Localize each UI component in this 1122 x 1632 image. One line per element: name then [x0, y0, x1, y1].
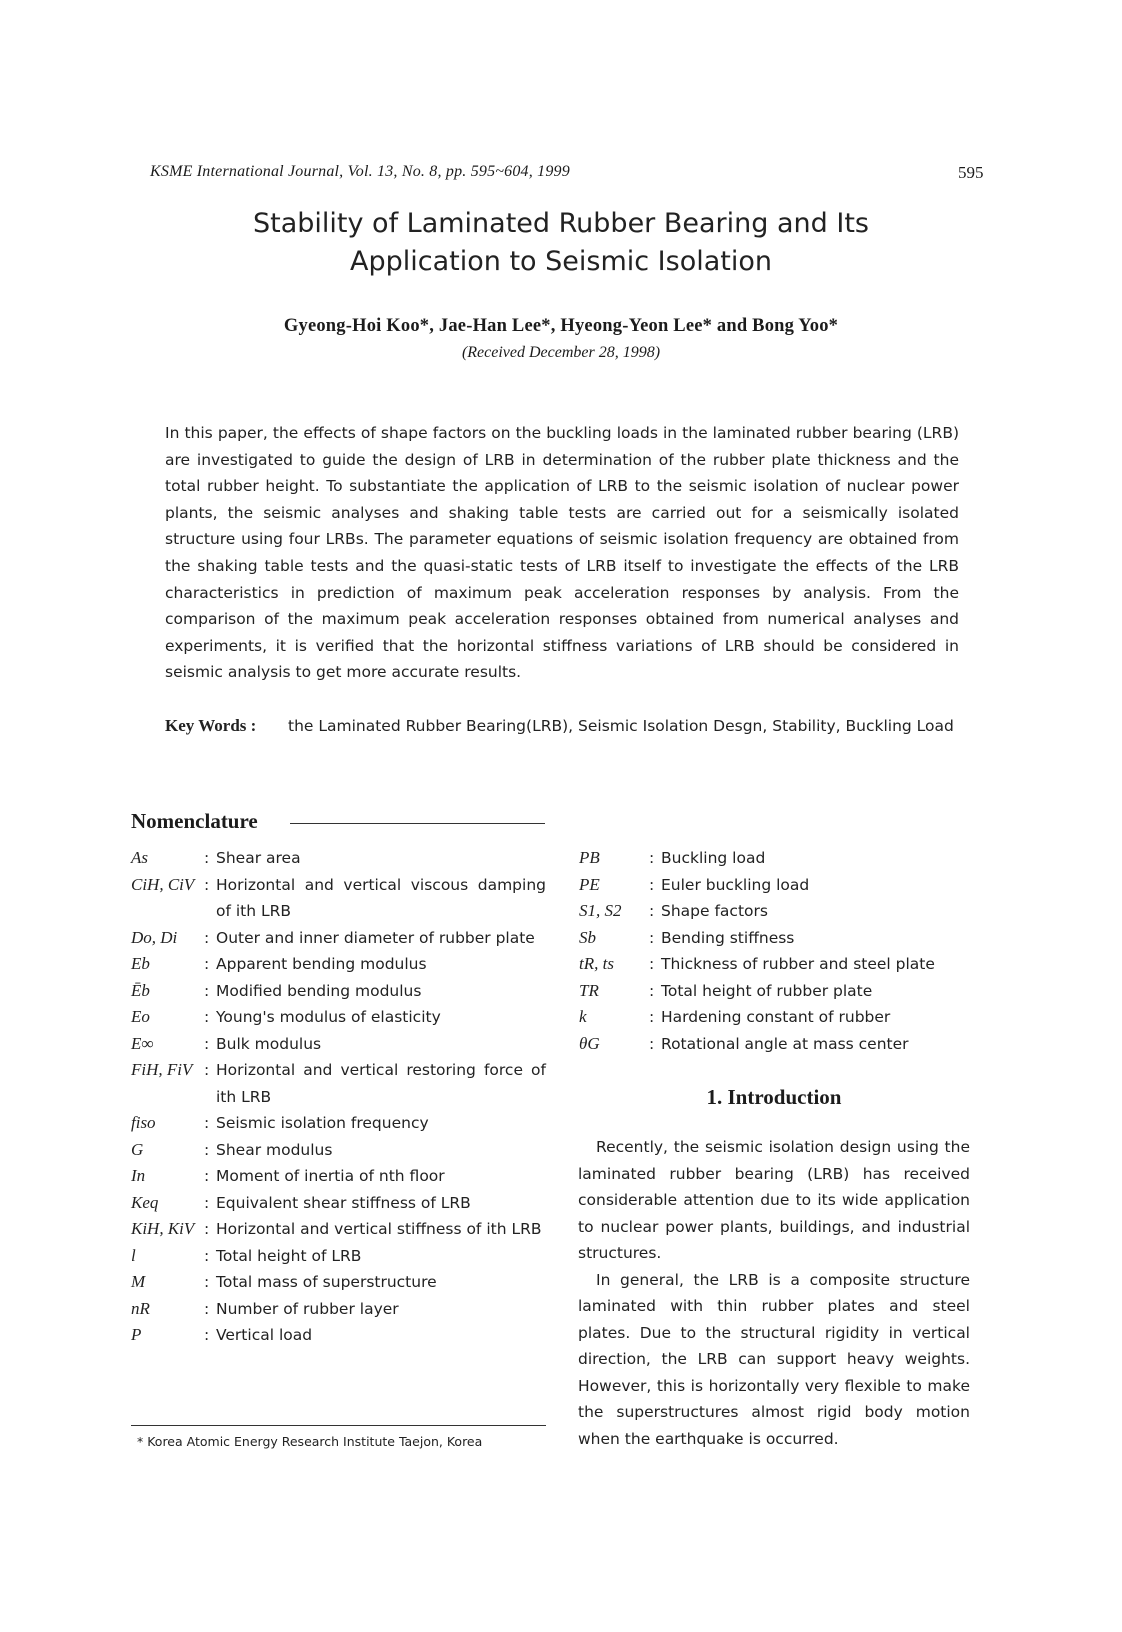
symbol: KiH, KiV: [131, 1219, 195, 1238]
definition: Total height of rubber plate: [661, 981, 873, 1000]
keywords-label: Key Words :: [165, 716, 257, 735]
definition: Horizontal and vertical viscous damping of ith LRB: [216, 875, 546, 920]
definition: Horizontal and vertical restoring force of ith LRB: [216, 1061, 546, 1106]
colon: :: [649, 1034, 655, 1053]
colon: :: [649, 875, 655, 894]
received-date: (Received December 28, 1998): [461, 344, 661, 361]
definition: Total mass of superstructure: [216, 1273, 437, 1291]
nomenclature-row: [131, 845, 546, 872]
symbol: TR: [579, 980, 599, 1000]
definition: Bulk modulus: [216, 1034, 322, 1053]
symbol: θG: [579, 1033, 600, 1053]
definition: Apparent bending modulus: [216, 955, 427, 973]
symbol: PE: [579, 874, 600, 894]
definition: Hardening constant of rubber: [661, 1008, 891, 1026]
colon: :: [204, 1061, 210, 1079]
definition: Shape factors: [661, 902, 768, 920]
colon: :: [649, 849, 655, 867]
colon: :: [649, 902, 655, 920]
colon: :: [204, 1299, 210, 1318]
nomenclature-row: [131, 1031, 546, 1058]
nomenclature-row: [131, 978, 546, 1005]
symbol: Ēb: [131, 980, 150, 1000]
definition: Shear area: [216, 849, 301, 867]
colon: :: [204, 1220, 210, 1238]
symbol: Sb: [579, 927, 596, 947]
symbol: As: [131, 848, 148, 867]
definition: Equivalent shear stiffness of LRB: [216, 1193, 471, 1212]
page-number: 595: [958, 163, 984, 182]
colon: :: [204, 1114, 210, 1132]
colon: :: [204, 1034, 210, 1053]
paragraph: Recently, the seismic isolation design using the laminated rubber bearing (LRB) has received considerable attention due to its wide application to nuclear power plants, buildings, and industrial structures.: [578, 1138, 970, 1262]
title-line: Stability of Laminated Rubber Bearing and Its: [253, 208, 869, 239]
author-list: Gyeong-Hoi Koo*, Jae-Han Lee*, Hyeong-Yeon Lee* and Bong Yoo*: [283, 316, 839, 336]
colon: :: [204, 1008, 210, 1026]
definition: Number of rubber layer: [216, 1299, 399, 1318]
definition: Bending stiffness: [661, 928, 795, 947]
nomenclature-list-left: [131, 845, 546, 1349]
colon: :: [649, 928, 655, 947]
colon: :: [204, 849, 210, 867]
nomenclature-row: [131, 1216, 546, 1243]
nomenclature-row: [579, 951, 969, 978]
nomenclature-heading: Nomenclature: [131, 809, 258, 833]
colon: :: [204, 1167, 210, 1185]
colon: :: [649, 1008, 655, 1026]
symbol: In: [131, 1166, 146, 1185]
nomenclature-row: [579, 978, 969, 1005]
definition: Modified bending modulus: [216, 981, 422, 1000]
symbol: PB: [579, 848, 600, 867]
nomenclature-row: [131, 1296, 546, 1323]
definition: Rotational angle at mass center: [661, 1034, 909, 1053]
nomenclature-row: [579, 1004, 969, 1031]
title-line: Application to Seismic Isolation: [350, 246, 772, 277]
symbol: Do, Di: [131, 927, 178, 947]
symbol: CiH, CiV: [131, 874, 195, 894]
nomenclature-row: [131, 1004, 546, 1031]
nomenclature-list-right: [579, 845, 969, 1057]
symbol: Eb: [131, 954, 150, 973]
definition: Vertical load: [216, 1326, 313, 1344]
paper-title: [160, 205, 962, 281]
nomenclature-row: [131, 1137, 546, 1164]
colon: :: [204, 1140, 210, 1159]
symbol: M: [131, 1272, 146, 1291]
definition: Horizontal and vertical stiffness of ith LRB: [216, 1220, 542, 1238]
nomenclature-row: [131, 1269, 546, 1296]
colon: :: [204, 981, 210, 1000]
nomenclature-row: [131, 1110, 546, 1137]
nomenclature-row: [579, 925, 969, 952]
nomenclature-row: [131, 1057, 546, 1110]
nomenclature-row: [131, 925, 546, 952]
definition: Thickness of rubber and steel plate: [661, 955, 935, 973]
symbol: P: [131, 1325, 142, 1344]
definition: Buckling load: [661, 849, 766, 867]
definition: Euler buckling load: [661, 875, 810, 894]
definition: Outer and inner diameter of rubber plate: [216, 928, 535, 947]
abstract: In this paper, the effects of shape factors on the buckling loads in the laminated rubber bearing (LRB) are investigated to guide the design of LRB in determination of the rubber plate thickness and the total rubber height. To substantiate the application of LRB to the seismic isolation of nuclear power plants, the seismic analyses and shaking table tests are carried out for a seismically isolated structure using four LRBs. The parameter equations of seismic isolation frequency are obtained from the shaking table tests and the quasi-static tests of LRB itself to investigate the effects of the LRB characteristics in prediction of maximum peak acceleration responses by analysis. From the comparison of the maximum peak acceleration responses obtained from numerical analyses and experiments, it is verified that the horizontal stiffness variations of LRB should be considered in seismic analysis to get more accurate results.: [165, 424, 959, 682]
nomenclature-row: [131, 872, 546, 925]
symbol: fiso: [131, 1113, 156, 1132]
symbol: S1, S2: [579, 901, 622, 920]
colon: :: [204, 875, 210, 894]
colon: :: [204, 1246, 210, 1265]
definition: Total height of LRB: [216, 1246, 362, 1265]
introduction-body: [578, 1134, 970, 1452]
symbol: Eo: [131, 1007, 150, 1026]
symbol: tR, ts: [579, 954, 614, 973]
definition: Moment of inertia of nth floor: [216, 1167, 445, 1185]
nomenclature-row: [131, 1322, 546, 1349]
nomenclature-row: [579, 1031, 969, 1058]
colon: :: [204, 1326, 210, 1344]
definition: Seismic isolation frequency: [216, 1114, 429, 1132]
symbol: l: [131, 1245, 136, 1265]
colon: :: [649, 955, 655, 973]
symbol: G: [131, 1139, 144, 1159]
footnote-rule: [131, 1425, 546, 1426]
affiliation-footnote: * Korea Atomic Energy Research Institute Taejon, Korea: [137, 1434, 483, 1449]
symbol: E∞: [131, 1033, 154, 1053]
nomenclature-row: [131, 951, 546, 978]
colon: :: [204, 928, 210, 947]
colon: :: [649, 981, 655, 1000]
symbol: nR: [131, 1298, 150, 1318]
nomenclature-row: [579, 898, 969, 925]
symbol: k: [579, 1007, 587, 1026]
paragraph: In general, the LRB is a composite structure laminated with thin rubber plates and steel plates. Due to the structural rigidity in vertical direction, the LRB can support heavy weights. However, this is horizontally very flexible to make the superstructures almost rigid body motion when the earthquake is occurred.: [578, 1270, 970, 1448]
colon: :: [204, 1193, 210, 1212]
definition: Young's modulus of elasticity: [216, 1008, 441, 1026]
symbol: Keq: [131, 1192, 159, 1212]
symbol: FiH, FiV: [131, 1060, 193, 1079]
nomenclature-row: [579, 845, 969, 872]
definition: Shear modulus: [216, 1140, 333, 1159]
nomenclature-row: [579, 872, 969, 899]
section-heading-introduction: 1. Introduction: [706, 1085, 842, 1109]
nomenclature-row: [131, 1190, 546, 1217]
journal-citation: KSME International Journal, Vol. 13, No. 8, pp. 595~604, 1999: [150, 163, 570, 180]
colon: :: [204, 955, 210, 973]
keywords-text: the Laminated Rubber Bearing(LRB), Seismic Isolation Desgn, Stability, Buckling Load: [288, 717, 954, 735]
nomenclature-row: [131, 1243, 546, 1270]
nomenclature-row: [131, 1163, 546, 1190]
heading-rule: [290, 823, 545, 824]
colon: :: [204, 1273, 210, 1291]
